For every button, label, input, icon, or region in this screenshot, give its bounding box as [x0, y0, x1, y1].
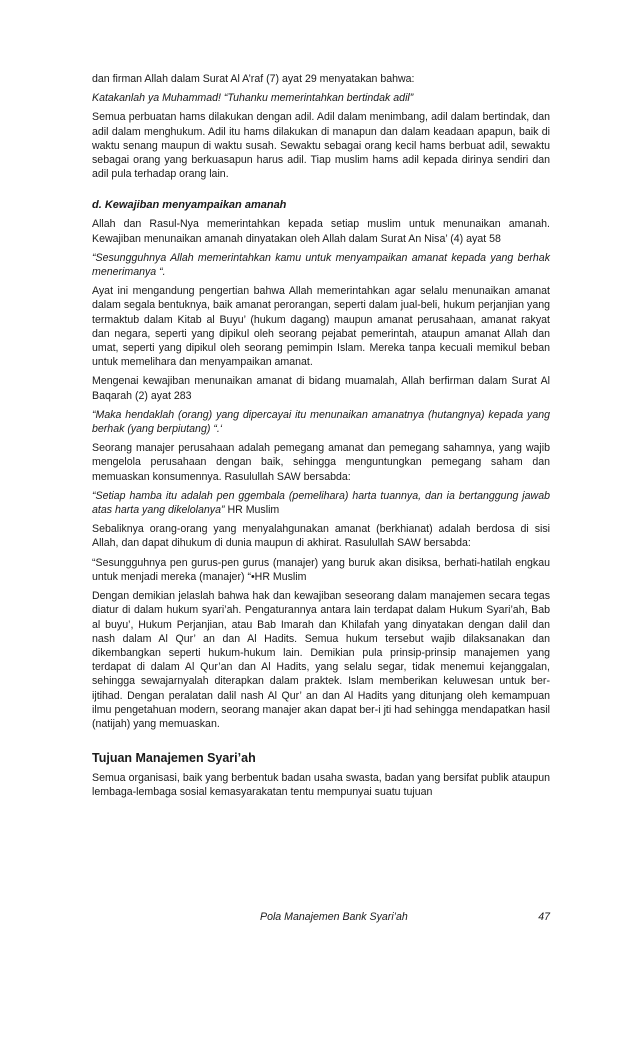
paragraph: Semua perbuatan hams dilakukan dengan adil. Adil dalam menimbang, adil dalam bertindak, dan adil dalam menghukum. Adil itu hams dilakukan di manapun dan dalam keadaan apapun, baik di waktu senang maupun di waktu susah. Sewaktu sebagai orang kecil hams berbuat adil, sewaktu sebagai orang yang berkuasapun harus adil. Tiap muslim hams adil kepada dirinya sendiri dan adil pula terhadap orang lain. — [92, 111, 550, 181]
page-number: 47 — [538, 911, 550, 923]
paragraph: Dengan demikian jelaslah bahwa hak dan kewajiban seseorang dalam manajemen secara tegas diatur di dalam hukum syari’ah. Pengaturannya antara lain terdapat dalam Hukum Syari’ah, Bab al buyu’, Hukum Perjanjian, atau Bab Imarah dan Khilafah yang dinyatakan dengan dalil dan nash dalam Al Qur’ an dan Al Hadits. Semua hukum tersebut wajib dilaksanakan dan dikembangkan seperti hukum-hukum lain. Demikian pula prinsip-prinsip manajemen yang terdapat di dalam Al Qur’an dan Al Hadits, yang selalu segar, tidak menemui kejanggalan, sehingga sewajarnyalah diterapkan dalam praktek. Islam memberikan keluwesan untuk ber-ijtihad. Dengan peralatan dalil nash Al Qur’ an dan Al Hadits yang ditunjang oleh kemampuan ilmu pengetahuan modern, seorang manajer akan dapat ber-i jti had sehingga mendapatkan hasil (natijah) yang memuaskan. — [92, 590, 550, 730]
quote-paragraph: “Maka hendaklah (orang) yang dipercayai itu menunaikan amanatnya (hutangnya) kepada yang berhak (yang berpiutang) “.‘ — [92, 408, 550, 436]
paragraph: Seorang manajer perusahaan adalah pemegang amanat dan pemegang sahamnya, yang wajib mengelola perusahaan dengan baik, sehingga menguntungkan pemegang saham dan memuaskan konsumennya. Rasulullah SAW bersabda: — [92, 442, 550, 483]
paragraph: Mengenai kewajiban menunaikan amanat di bidang muamalah, Allah berfirman dalam Surat Al Baqarah (2) ayat 283 — [92, 375, 550, 402]
hadith-source: HR Muslim — [224, 504, 280, 517]
section-subheading: d. Kewajiban menyampaikan amanah — [92, 199, 287, 212]
paragraph: Allah dan Rasul-Nya memerintahkan kepada setiap muslim untuk menunaikan amanah. Kewajiban menunaikan amanah dinyatakan oleh Allah dalam Surat An Nisa’ (4) ayat 58 — [92, 218, 550, 245]
paragraph: “Sesungguhnya pen gurus-pen gurus (manajer) yang buruk akan disiksa, berhati-hatilah engkau untuk menjadi mereka (manajer) “•HR Muslim — [92, 556, 550, 583]
quote-paragraph: Katakanlah ya Muhammad! “Tuhanku memerintahkan bertindak adil” — [92, 92, 414, 105]
paragraph: Sebaliknya orang-orang yang menyalahgunakan amanat (berkhianat) adalah berdosa di sisi Allah, dan dapat dihukum di dunia maupun di akhirat. Rasulullah SAW bersabda: — [92, 523, 550, 550]
quote-paragraph: “Sesungguhnya Allah memerintahkan kamu untuk menyampaikan amanat kepada yang berhak menerimanya “. — [92, 251, 550, 279]
section-heading: Tujuan Manajemen Syari’ah — [92, 751, 256, 766]
paragraph: dan firman Allah dalam Surat Al A’raf (7) ayat 29 menyatakan bahwa: — [92, 73, 415, 85]
paragraph: Ayat ini mengandung pengertian bahwa Allah memerintahkan agar selalu menunaikan amanat dalam segala bentuknya, baik amanat perorangan, seperti dalam jual-beli, hukum perjanjian yang termaktub dalam Kitab al Buyu’ (hukum dagang) maupun amanat perusahaan, amanat rakyat dan negara, seperti yang dipikul oleh seorang pejabat pemerintah, ataupun amanat Allah dan umat, seperti yang dipikul oleh seorang pemimpin Islam. Mereka tanpa kecuali memikul beban untuk memelihara dan menyampaikan amanat. — [92, 285, 550, 369]
page-body — [92, 72, 550, 805]
paragraph: Semua organisasi, baik yang berbentuk badan usaha swasta, badan yang bersifat publik ataupun lembaga-lembaga sosial kemasyarakatan tentu mempunyai suatu tujuan — [92, 772, 550, 799]
footer-book-title: Pola Manajemen Bank Syari’ah — [260, 911, 408, 923]
hadith-paragraph — [92, 489, 550, 517]
hadith-quote: “Setiap hamba itu adalah pen ggembala (pemelihara) harta tuannya, dan ia bertanggung jawab atas harta yang dikelolanya” — [92, 489, 550, 517]
